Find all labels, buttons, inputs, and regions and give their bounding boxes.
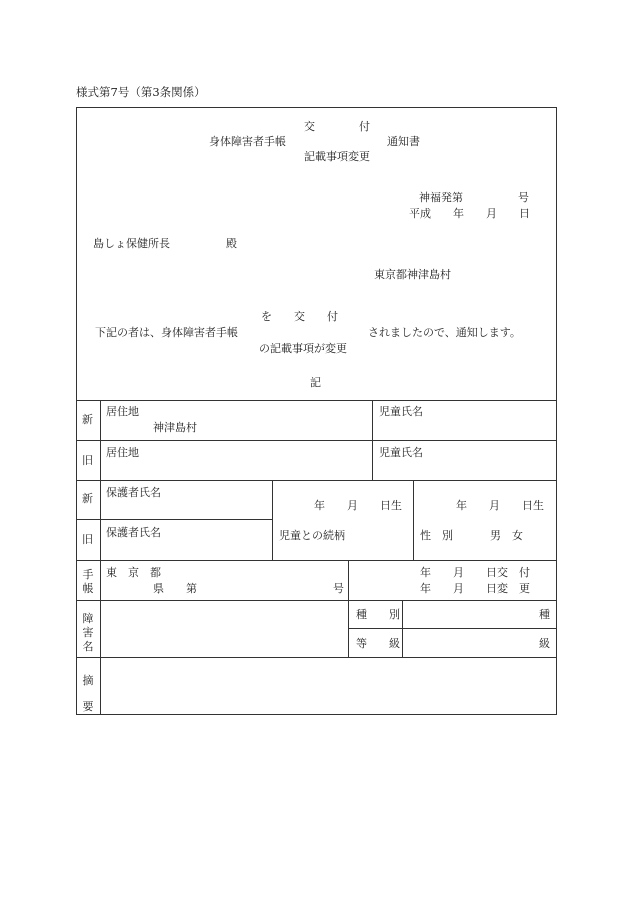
recipient-name: 島しょ保健所長	[93, 237, 170, 250]
body-option-issue: を 交 付	[261, 310, 338, 323]
header-issue: 交 付	[304, 120, 370, 133]
form-number: 様式第7号（第3条関係）	[76, 85, 206, 99]
header-title-right: 通知書	[387, 135, 420, 148]
label-column-line	[100, 400, 101, 715]
residence-label: 居住地	[106, 446, 139, 459]
recipient-honorific: 殿	[226, 237, 237, 250]
header-change: 記載事項変更	[304, 150, 370, 163]
type-label: 種 別	[356, 608, 400, 621]
row-label-old: 旧	[82, 454, 93, 467]
child-birthdate: 年 月 日生	[314, 499, 402, 512]
column-line	[402, 600, 403, 657]
gender-label: 性 別	[420, 529, 453, 542]
row-line	[348, 628, 557, 629]
relation-label: 児童との続柄	[279, 529, 345, 542]
summary-label: 摘要	[82, 674, 94, 714]
child-name-label: 児童氏名	[379, 405, 423, 418]
handbook-tokyo: 東 京 都	[106, 566, 161, 579]
column-line	[348, 600, 349, 657]
issuer: 東京都神津島村	[374, 268, 451, 281]
child-name-label: 児童氏名	[379, 446, 423, 459]
guardian-label: 保護者氏名	[106, 486, 161, 499]
row-line	[76, 480, 557, 481]
handbook-issue-date: 年 月 日交 付	[420, 566, 530, 579]
row-line	[76, 657, 557, 658]
type-unit: 種	[539, 608, 550, 621]
column-line	[272, 480, 273, 560]
ki-mark: 記	[310, 376, 321, 389]
row-line	[76, 600, 557, 601]
handbook-label: 手帳	[82, 568, 94, 595]
column-line	[348, 560, 349, 600]
handbook-change-date: 年 月 日変 更	[420, 582, 530, 595]
disability-label: 障害名	[82, 612, 94, 653]
column-line	[413, 480, 414, 560]
residence-label: 居住地	[106, 405, 139, 418]
residence-value: 神津島村	[153, 421, 197, 434]
row-line	[76, 440, 557, 441]
reference-date: 平成 年 月 日	[409, 207, 530, 220]
grade-unit: 級	[539, 637, 550, 650]
guardian-birthdate: 年 月 日生	[456, 499, 544, 512]
body-option-change: の記載事項が変更	[259, 342, 347, 355]
handbook-ken: 県 第	[153, 582, 197, 595]
column-line	[372, 400, 373, 480]
body-suffix: されましたので、通知します。	[368, 326, 521, 339]
reference-number: 神福発第 号	[419, 191, 529, 204]
header-title-left: 身体障害者手帳	[209, 135, 286, 148]
row-label-new: 新	[82, 492, 93, 505]
gender-value: 男 女	[490, 529, 523, 542]
row-label-new: 新	[82, 413, 93, 426]
guardian-label: 保護者氏名	[106, 526, 161, 539]
grade-label: 等 級	[356, 637, 400, 650]
row-line	[76, 519, 272, 520]
row-label-old: 旧	[82, 533, 93, 546]
row-line	[76, 560, 557, 561]
handbook-go: 号	[333, 582, 344, 595]
body-prefix: 下記の者は、身体障害者手帳	[95, 326, 238, 339]
table-top-line	[76, 400, 557, 401]
